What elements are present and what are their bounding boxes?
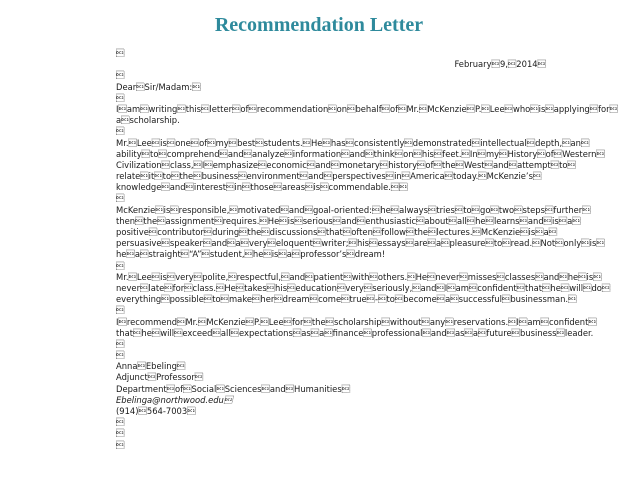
letter-line: 	[116, 260, 125, 271]
letter-line: persuasivespeakerandaveryeloquentwriter;hisessaysareapleasuretoread.Notonlyis	[116, 238, 605, 249]
letter-line: 	[116, 92, 125, 103]
letter-line: heastraight“A”student,heisaprofessor’sdream!	[116, 249, 386, 260]
letter-line: (914)564-7003	[116, 406, 196, 416]
letter-line: knowledgeandinterestinthoseareasiscommendable.	[116, 182, 408, 193]
letter-line: 	[116, 305, 125, 316]
letter-line: IamwritingthisletterofrecommendationonbehalfofMr.McKenzieP.Leewhoisapplyingfor	[116, 103, 618, 114]
letter-line: Civilizationclass,IemphasizeeconomicandmonetaryhistoryoftheWestandattemptto	[116, 159, 576, 170]
letter-line: thathewillexceedallexpectationsasafinanceprofessionalandasafuturebusinessleader.	[116, 327, 594, 338]
letter-line: 	[116, 428, 125, 439]
letter-line: Mr.Leeisoneofmybeststudents.Hehasconsistentlydemonstratedintellectualdepth,an	[116, 137, 590, 148]
letter-line: 	[116, 338, 125, 349]
letter-line: February9,2014	[454, 59, 546, 70]
letter-line: relateittothebusinessenvironmentandperspectivesinAmericatoday.McKenzie’s	[116, 171, 542, 182]
letter-line: McKenzieisresponsible,motivatedandgoal-oriented:healwaystriestogotwostepsfurther	[116, 204, 591, 215]
letter-body	[116, 48, 618, 451]
letter-line: abilitytocomprehendandanalyzeinformationandthinkonhisfeet.InmyHistoryofWestern	[116, 148, 605, 159]
letter-line: ascholarship.	[116, 115, 180, 126]
letter-line: IrecommendMr.McKenzieP.Leeforthescholarshipwithoutanyreservations.Iamconfident	[116, 316, 597, 327]
letter-line: positivecontributorduringthediscussionsthatoftenfollowthelectures.McKenzieisa	[116, 227, 558, 237]
letter-line: AnnaEbeling	[116, 361, 186, 372]
letter-line: thentheassignmentrequires.Heisseriousandenthusiasticaboutallhelearnsandisa	[116, 215, 581, 226]
letter-line: everythingpossibletomakeherdreamcometrue-tobecomeasuccessfulbusinessman.	[116, 294, 577, 305]
letter-line: DearSir/Madam:	[116, 81, 201, 92]
letter-line: 	[116, 48, 125, 58]
page-title: Recommendation Letter	[214, 14, 424, 36]
letter-line: neverlateforclass.Hetakeshiseducationveryseriously,andIamconfidentthathewilldo	[116, 282, 611, 293]
letter-line: 	[116, 126, 125, 137]
letter-line: 	[116, 70, 125, 81]
letter-line: Mr.Leeisverypolite,respectful,andpatientwithothers.Henevermissesclassesandheis	[116, 271, 602, 282]
letter-line: 	[116, 439, 125, 450]
letter-line: 	[116, 417, 125, 428]
letter-line: DepartmentofSocialSciencesandHumanities	[116, 383, 351, 394]
letter-line: 	[116, 350, 125, 361]
letter-line: 	[116, 193, 125, 204]
letter-line: AdjunctProfessor	[116, 372, 204, 383]
letter-line: Ebelinga@northwood.edu	[116, 394, 233, 405]
